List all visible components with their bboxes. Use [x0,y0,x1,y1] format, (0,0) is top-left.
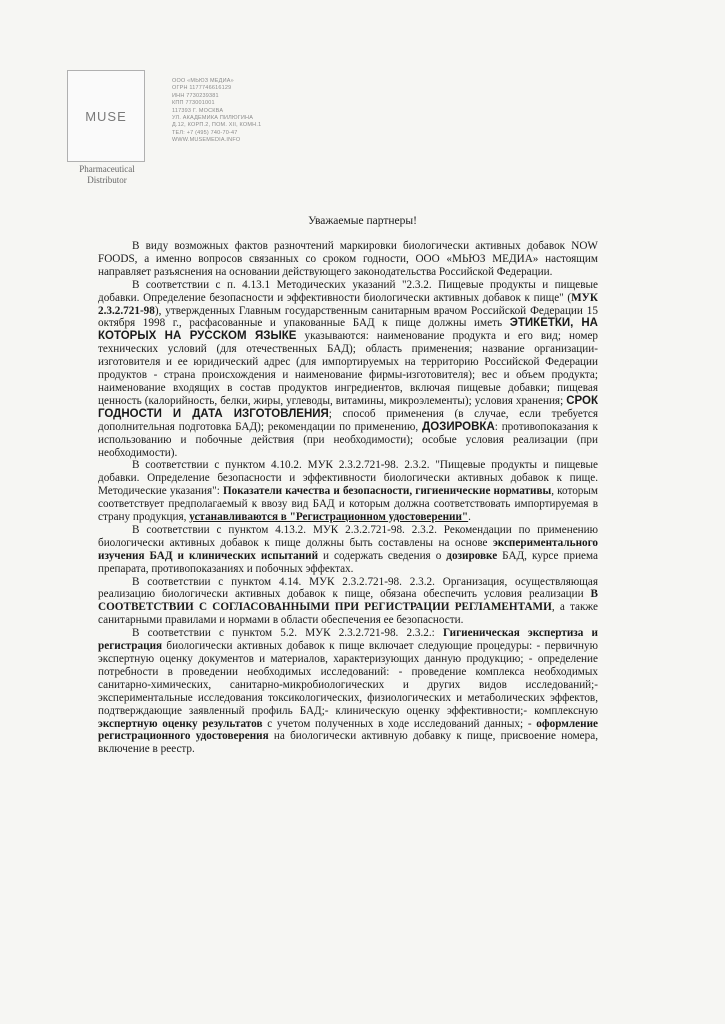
logo-subtitle-line: Distributor [87,175,127,185]
bold-run: Гигиеническая экспертиза и регистрация [98,627,598,653]
company-line: Д.12, КОРП.2, ПОМ. XII, КОМН.1 [172,122,262,129]
letter-body [98,240,598,756]
bold-run: оформление регистрационного удостоверения [98,717,598,743]
paragraph-quality [98,459,598,524]
company-logo [67,70,145,162]
text-run: В соответствии с пунктом 4.10.2. МУК 2.3.2.721-98. 2.3.2. "Пищевые продукты и пищевые добавки. Определение безопасности и эффективности биологически активных добавок к пище. Методические указания": [98,459,598,498]
company-line: WWW.MUSEMEDIA.INFO [172,137,241,144]
text-run: БАД, курсе приема препарата, противопоказаниях и побочных эффектах. [98,549,598,575]
bold-run: экспертную оценку результатов [98,717,263,730]
bold-run: экспериментального изучения БАД и клинических испытаний [98,536,598,562]
text-run: биологически активных добавок к пище включает следующие процедуры: - первичную экспертную оценку документов и материалов, характеризующих данную продукцию; - определение потребности в проведении необходимых исследований: - проведение комплекса необходимых санитарно-химических, санитарно-микробиологических и других видов исследований;- экспериментальные исследования токсикологических, физиологических и метаболических эффектов, подтверждающие заявленный профиль БАД;- клиническую оценку эффективности;- комплексную [98,640,598,717]
text-run: ; способ применения (в случае, если требуется дополнительная подготовка БАД); рекомендации по применению, [98,407,598,433]
emphasis-run: ЭТИКЕТКИ, НА КОТОРЫХ НА РУССКОМ ЯЗЫКЕ [98,317,598,343]
text-run: с учетом полученных в ходе исследований данных; - [262,717,537,730]
company-line: ТЕЛ: +7 (495) 740-70-47 [172,129,238,136]
bold-run: Показатели качества и безопасности, гигиенические нормативы [222,485,552,498]
paragraph-labeling [98,279,598,460]
company-line: 117393 Г. МОСКВА [172,107,224,114]
logo-text: MUSE [85,108,127,124]
greeting: Уважаемые партнеры! [308,215,417,227]
emphasis-run: ДОЗИРОВКА [422,420,495,433]
text-run: . [468,511,471,524]
bold-run: В СООТВЕТСТВИИ С СОГЛАСОВАННЫМИ ПРИ РЕГИСТРАЦИИ РЕГЛАМЕНТАМИ [98,588,598,614]
text-run: В соответствии с пунктом 4.14. МУК 2.3.2.721-98. 2.3.2. Организация, осуществляющая реализацию биологически активных добавок к пище, обязана обеспечить условия реализации [98,575,598,601]
bold-run: дозировке [446,549,498,562]
paragraph-sales [98,576,598,628]
company-line: ИНН 7730239381 [172,92,219,99]
company-line: КПП 773001001 [172,100,215,107]
text-run: В соответствии с пунктом 4.13.2. МУК 2.3.2.721-98. 2.3.2. Рекомендации по применению биологически активных добавок к пище должны быть составлены на основе [98,523,598,549]
company-details [172,78,322,145]
logo-subtitle [62,164,152,186]
text-run: В соответствии с п. 4.13.1 Методических указаний "2.3.2. Пищевые продукты и пищевые добавки. Определение безопасности и эффективности биологически активных добавок к пище" ( [98,278,598,304]
text-run: на биологически активную добавку к пище, присвоение номера, включение в реестр. [98,730,598,756]
underlined-run: устанавливаются в "Регистрационном удостоверении" [189,511,469,524]
company-line: ОГРН 1177746616129 [172,85,232,92]
text-run: В соответствии с пунктом 5.2. МУК 2.3.2.721-98. 2.3.2.: [132,627,443,640]
text-run: и содержать сведения о [318,549,447,562]
text-run: : противопоказания к использованию и побочные действия (при необходимости); особые условия реализации (при необходимости). [98,420,598,459]
text-run: , которым соответствует предполагаемый к ввозу вид БАД и которым должна соответствовать импортируемая в страну продукция, [98,485,598,524]
paragraph-intro: В виду возможных фактов разночтений маркировки биологически активных добавок NOW FOODS, а именно вопросов связанных со сроком годности, ООО «МЬЮЗ МЕДИА» настоящим направляет разъяснения на основании действующего законодательства Российской Федерации. [98,240,598,278]
logo-subtitle-line: Pharmaceutical [79,164,135,174]
bold-run: МУК 2.3.2.721-98 [98,291,598,317]
text-run: ), утвержденных Главным государственным санитарным врачом Российской Федерации 15 октября 1998 г., расфасованные и упакованные БАД к пище должны иметь [98,304,598,330]
paragraph-registration [98,627,598,756]
paragraph-recommendations [98,524,598,576]
text-run: , а также санитарными правилами и нормами в области обеспечения ее безопасности. [98,601,598,627]
company-line: УЛ. АКАДЕМИКА ПИЛЮГИНА [172,115,254,122]
emphasis-run: СРОК ГОДНОСТИ И ДАТА ИЗГОТОВЛЕНИЯ [98,394,598,420]
text-run: указываются: наименование продукта и его вид; номер технических условий (для отечественных БАД); область применения; название организации-изготовителя и ее юридический адрес (для импортируемых на территорию Российской Федерации продуктов - страна происхождения и наименование фирмы-изготовителя); вес и объем продукта; наименование входящих в состав продуктов ингредиентов, включая пищевые добавки; пищевая ценность (калорийность, белки, жиры, углеводы, витамины, микроэлементы); условия хранения; [98,330,599,407]
company-line: ООО «МЬЮЗ МЕДИА» [172,78,234,84]
